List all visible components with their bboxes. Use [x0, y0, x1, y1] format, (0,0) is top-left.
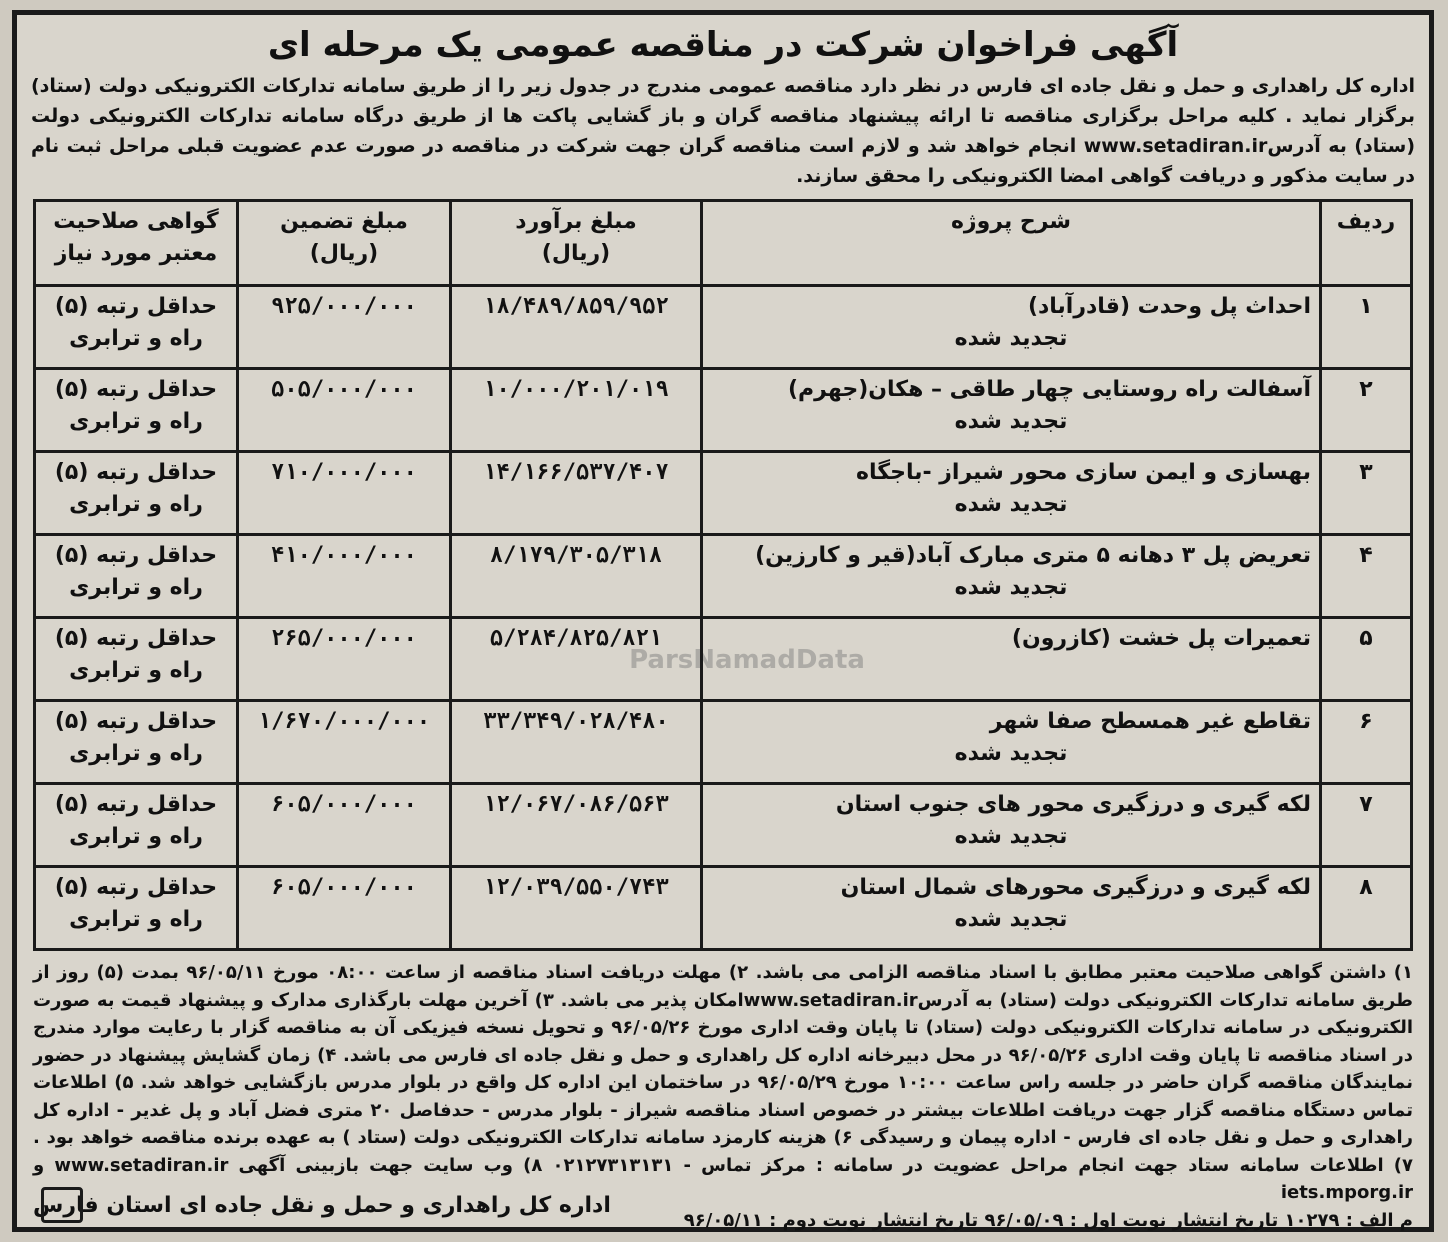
- project-status: تجدید شده: [954, 824, 1068, 849]
- certificate-grade: حداقل رتبه (۵): [54, 626, 218, 651]
- row-estimate: ۵/۲۸۴/۸۲۵/۸۲۱: [451, 618, 702, 701]
- watermark: ParsNamadData: [629, 645, 865, 675]
- header-certificate: [35, 201, 238, 286]
- project-name: لکه گیری و درزگیری محورهای شمال استان: [840, 875, 1311, 900]
- header-guarantee-unit: (ریال): [309, 241, 379, 266]
- certificate-grade: حداقل رتبه (۵): [54, 460, 218, 485]
- table-row: [35, 701, 1412, 784]
- row-estimate: ۱۴/۱۶۶/۵۳۷/۴۰۷: [451, 452, 702, 535]
- project-status: تجدید شده: [954, 575, 1068, 600]
- certificate-field: راه و ترابری: [69, 658, 203, 683]
- certificate-field: راه و ترابری: [69, 492, 203, 517]
- row-description: [702, 618, 1321, 701]
- intro-paragraph: اداره کل راهداری و حمل و نقل جاده ای فارس در نظر دارد مناقصه عمومی مندرج در جدول زیر را از طریق سامانه تدارکات الکترونیکی دولت (ستاد) برگزار نماید . کلیه مراحل برگزاری مناقصه تا ارائه پیشنهاد مناقصه گران و باز گشایی پاکت ها از طریق درگاه سامانه تدارکات الکترونیکی دولت (ستاد) به آدرسwww.setadiran.ir انجام خواهد شد و لازم است مناقصه گران جهت شرکت در مناقصه در صورت عدم عضویت قبلی مراحل ثبت نام در سایت مذکور و دریافت گواهی امضا الکترونیکی را محقق سازند.: [31, 75, 1415, 187]
- table-row: [35, 369, 1412, 452]
- row-number: ۸: [1321, 867, 1412, 950]
- row-number: ۵: [1321, 618, 1412, 701]
- row-guarantee: ۴۱۰/۰۰۰/۰۰۰: [238, 535, 451, 618]
- project-status: تجدید شده: [954, 741, 1068, 766]
- row-certificate: [35, 535, 238, 618]
- row-description: [702, 784, 1321, 867]
- certificate-grade: حداقل رتبه (۵): [54, 709, 218, 734]
- table-row: [35, 867, 1412, 950]
- project-name: تعمیرات پل خشت (کازرون): [1011, 626, 1311, 651]
- row-guarantee: ۱/۶۷۰/۰۰۰/۰۰۰: [238, 701, 451, 784]
- notes-text: ۱) داشتن گواهی صلاحیت معتبر مطابق با اسناد مناقصه الزامی می باشد. ۲) مهلت دریافت اسناد مناقصه از ساعت ۰۸:۰۰ مورخ ۹۶/۰۵/۱۱ بمدت (۵) روز از طریق سامانه تدارکات الکترونیکی دولت (ستاد) به آدرسwww.setadiran.irامکان پذیر می باشد. ۳) آخرین مهلت بارگذاری مدارک و پیشنهاد قیمت به صورت الکترونیکی در سامانه تدارکات الکترونیکی دولت (ستاد) تا پایان وقت اداری مورخ ۹۶/۰۵/۲۶ و تحویل نسخه فیزیکی آن به مناقصه گزار با رعایت موارد مندرج در اسناد مناقصه تا پایان وقت اداری ۹۶/۰۵/۲۶ در محل دبیرخانه اداره کل راهداری و حمل و نقل جاده ای فارس می باشد. ۴) زمان گشایش پیشنهاد در حضور نمایندگان مناقصه گران حاضر در جلسه راس ساعت ۱۰:۰۰ مورخ ۹۶/۰۵/۲۹ در ساختمان این اداره کل واقع در بلوار مدرس بازگشایی خواهد شد. ۵) اطلاعات تماس دستگاه مناقصه گزار جهت دریافت اطلاعات بیشتر در خصوص اسناد مناقصه شیراز - بلوار مدرس - حدفاصل ۲۰ متری فضل آباد و پل غدیر - اداره کل راهداری و حمل و نقل جاده ای فارس - اداره پیمان و رسیدگی ۶) هزینه کارمزد سامانه تدارکات الکترونیکی دولت (ستاد ) به عهده برنده مناقصه خواهد بود . ۷) اطلاعات سامانه ستاد جهت انجام مراحل عضویت در سامانه : مرکز تماس - ۰۲۱۲۷۳۱۳۱۳۱ ۸) وب سایت جهت بازبینی آگهی www.setadiran.ir و iets.mporg.ir: [33, 962, 1413, 1203]
- row-estimate: ۸/۱۷۹/۳۰۵/۳۱۸: [451, 535, 702, 618]
- row-certificate: [35, 452, 238, 535]
- row-certificate: [35, 618, 238, 701]
- row-estimate: ۱۰/۰۰۰/۲۰۱/۰۱۹: [451, 369, 702, 452]
- header-estimate-unit: (ریال): [541, 241, 611, 266]
- table-row: [35, 452, 1412, 535]
- header-estimate: [451, 201, 702, 286]
- table-row: [35, 535, 1412, 618]
- tender-table: [33, 199, 1413, 951]
- row-guarantee: ۶۰۵/۰۰۰/۰۰۰: [238, 867, 451, 950]
- row-certificate: [35, 867, 238, 950]
- row-estimate: ۳۳/۳۴۹/۰۲۸/۴۸۰: [451, 701, 702, 784]
- row-description: [702, 286, 1321, 369]
- table-row: [35, 784, 1412, 867]
- row-description: [702, 535, 1321, 618]
- project-status: تجدید شده: [954, 409, 1068, 434]
- project-name: بهسازی و ایمن سازی محور شیراز -باجگاه: [856, 460, 1311, 485]
- project-name: آسفالت راه روستایی چهار طاقی – هکان(جهرم): [787, 377, 1311, 402]
- project-name: تقاطع غیر همسطح صفا شهر: [989, 709, 1311, 734]
- certificate-field: راه و ترابری: [69, 741, 203, 766]
- row-certificate: [35, 784, 238, 867]
- footer-organization: اداره کل راهداری و حمل و نقل جاده ای استان فارس: [33, 1193, 611, 1218]
- project-name: تعریض پل ۳ دهانه ۵ متری مبارک آباد(قیر و کارزین): [755, 543, 1311, 568]
- row-certificate: [35, 286, 238, 369]
- table-row: [35, 286, 1412, 369]
- certificate-field: راه و ترابری: [69, 907, 203, 932]
- advertisement-page: [12, 10, 1434, 1232]
- publication-info: م الف : ۱۰۲۷۹ تاریخ انتشار نوبت اول : ۹۶/۰۵/۰۹ تاریخ انتشار نوبت دوم : ۹۶/۰۵/۱۱: [683, 1209, 1413, 1231]
- certificate-field: راه و ترابری: [69, 575, 203, 600]
- header-certificate-label: گواهی صلاحیت: [53, 209, 219, 234]
- row-certificate: [35, 701, 238, 784]
- project-status: تجدید شده: [954, 907, 1068, 932]
- row-number: ۷: [1321, 784, 1412, 867]
- table-header-row: [35, 201, 1412, 286]
- certificate-grade: حداقل رتبه (۵): [54, 377, 218, 402]
- project-name: احداث پل وحدت (قادرآباد): [1027, 294, 1311, 319]
- row-certificate: [35, 369, 238, 452]
- row-guarantee: ۶۰۵/۰۰۰/۰۰۰: [238, 784, 451, 867]
- certificate-grade: حداقل رتبه (۵): [54, 792, 218, 817]
- row-description: [702, 452, 1321, 535]
- header-guarantee-label: مبلغ تضمین: [280, 209, 408, 234]
- row-description: [702, 701, 1321, 784]
- row-number: ۱: [1321, 286, 1412, 369]
- certificate-grade: حداقل رتبه (۵): [54, 543, 218, 568]
- row-guarantee: ۲۶۵/۰۰۰/۰۰۰: [238, 618, 451, 701]
- header-description: شرح پروژه: [702, 201, 1321, 286]
- page-title: آگهی فراخوان شرکت در مناقصه عمومی یک مرحله ای: [267, 25, 1179, 65]
- row-guarantee: ۵۰۵/۰۰۰/۰۰۰: [238, 369, 451, 452]
- stamp-box-icon: [41, 1187, 83, 1223]
- header-row-number: ردیف: [1321, 201, 1412, 286]
- certificate-grade: حداقل رتبه (۵): [54, 294, 218, 319]
- row-description: [702, 867, 1321, 950]
- row-number: ۶: [1321, 701, 1412, 784]
- row-number: ۲: [1321, 369, 1412, 452]
- header-certificate-sub: معتبر مورد نیاز: [54, 241, 218, 266]
- row-guarantee: ۹۲۵/۰۰۰/۰۰۰: [238, 286, 451, 369]
- row-description: [702, 369, 1321, 452]
- project-status: تجدید شده: [954, 326, 1068, 351]
- certificate-field: راه و ترابری: [69, 824, 203, 849]
- row-estimate: ۱۲/۰۳۹/۵۵۰/۷۴۳: [451, 867, 702, 950]
- project-status: تجدید شده: [954, 492, 1068, 517]
- project-name: لکه گیری و درزگیری محور های جنوب استان: [835, 792, 1311, 817]
- certificate-field: راه و ترابری: [69, 409, 203, 434]
- row-estimate: ۱۸/۴۸۹/۸۵۹/۹۵۲: [451, 286, 702, 369]
- row-guarantee: ۷۱۰/۰۰۰/۰۰۰: [238, 452, 451, 535]
- header-guarantee: [238, 201, 451, 286]
- header-estimate-label: مبلغ برآورد: [515, 209, 637, 234]
- row-estimate: ۱۲/۰۶۷/۰۸۶/۵۶۳: [451, 784, 702, 867]
- row-number: ۳: [1321, 452, 1412, 535]
- certificate-field: راه و ترابری: [69, 326, 203, 351]
- row-number: ۴: [1321, 535, 1412, 618]
- table-row: [35, 618, 1412, 701]
- certificate-grade: حداقل رتبه (۵): [54, 875, 218, 900]
